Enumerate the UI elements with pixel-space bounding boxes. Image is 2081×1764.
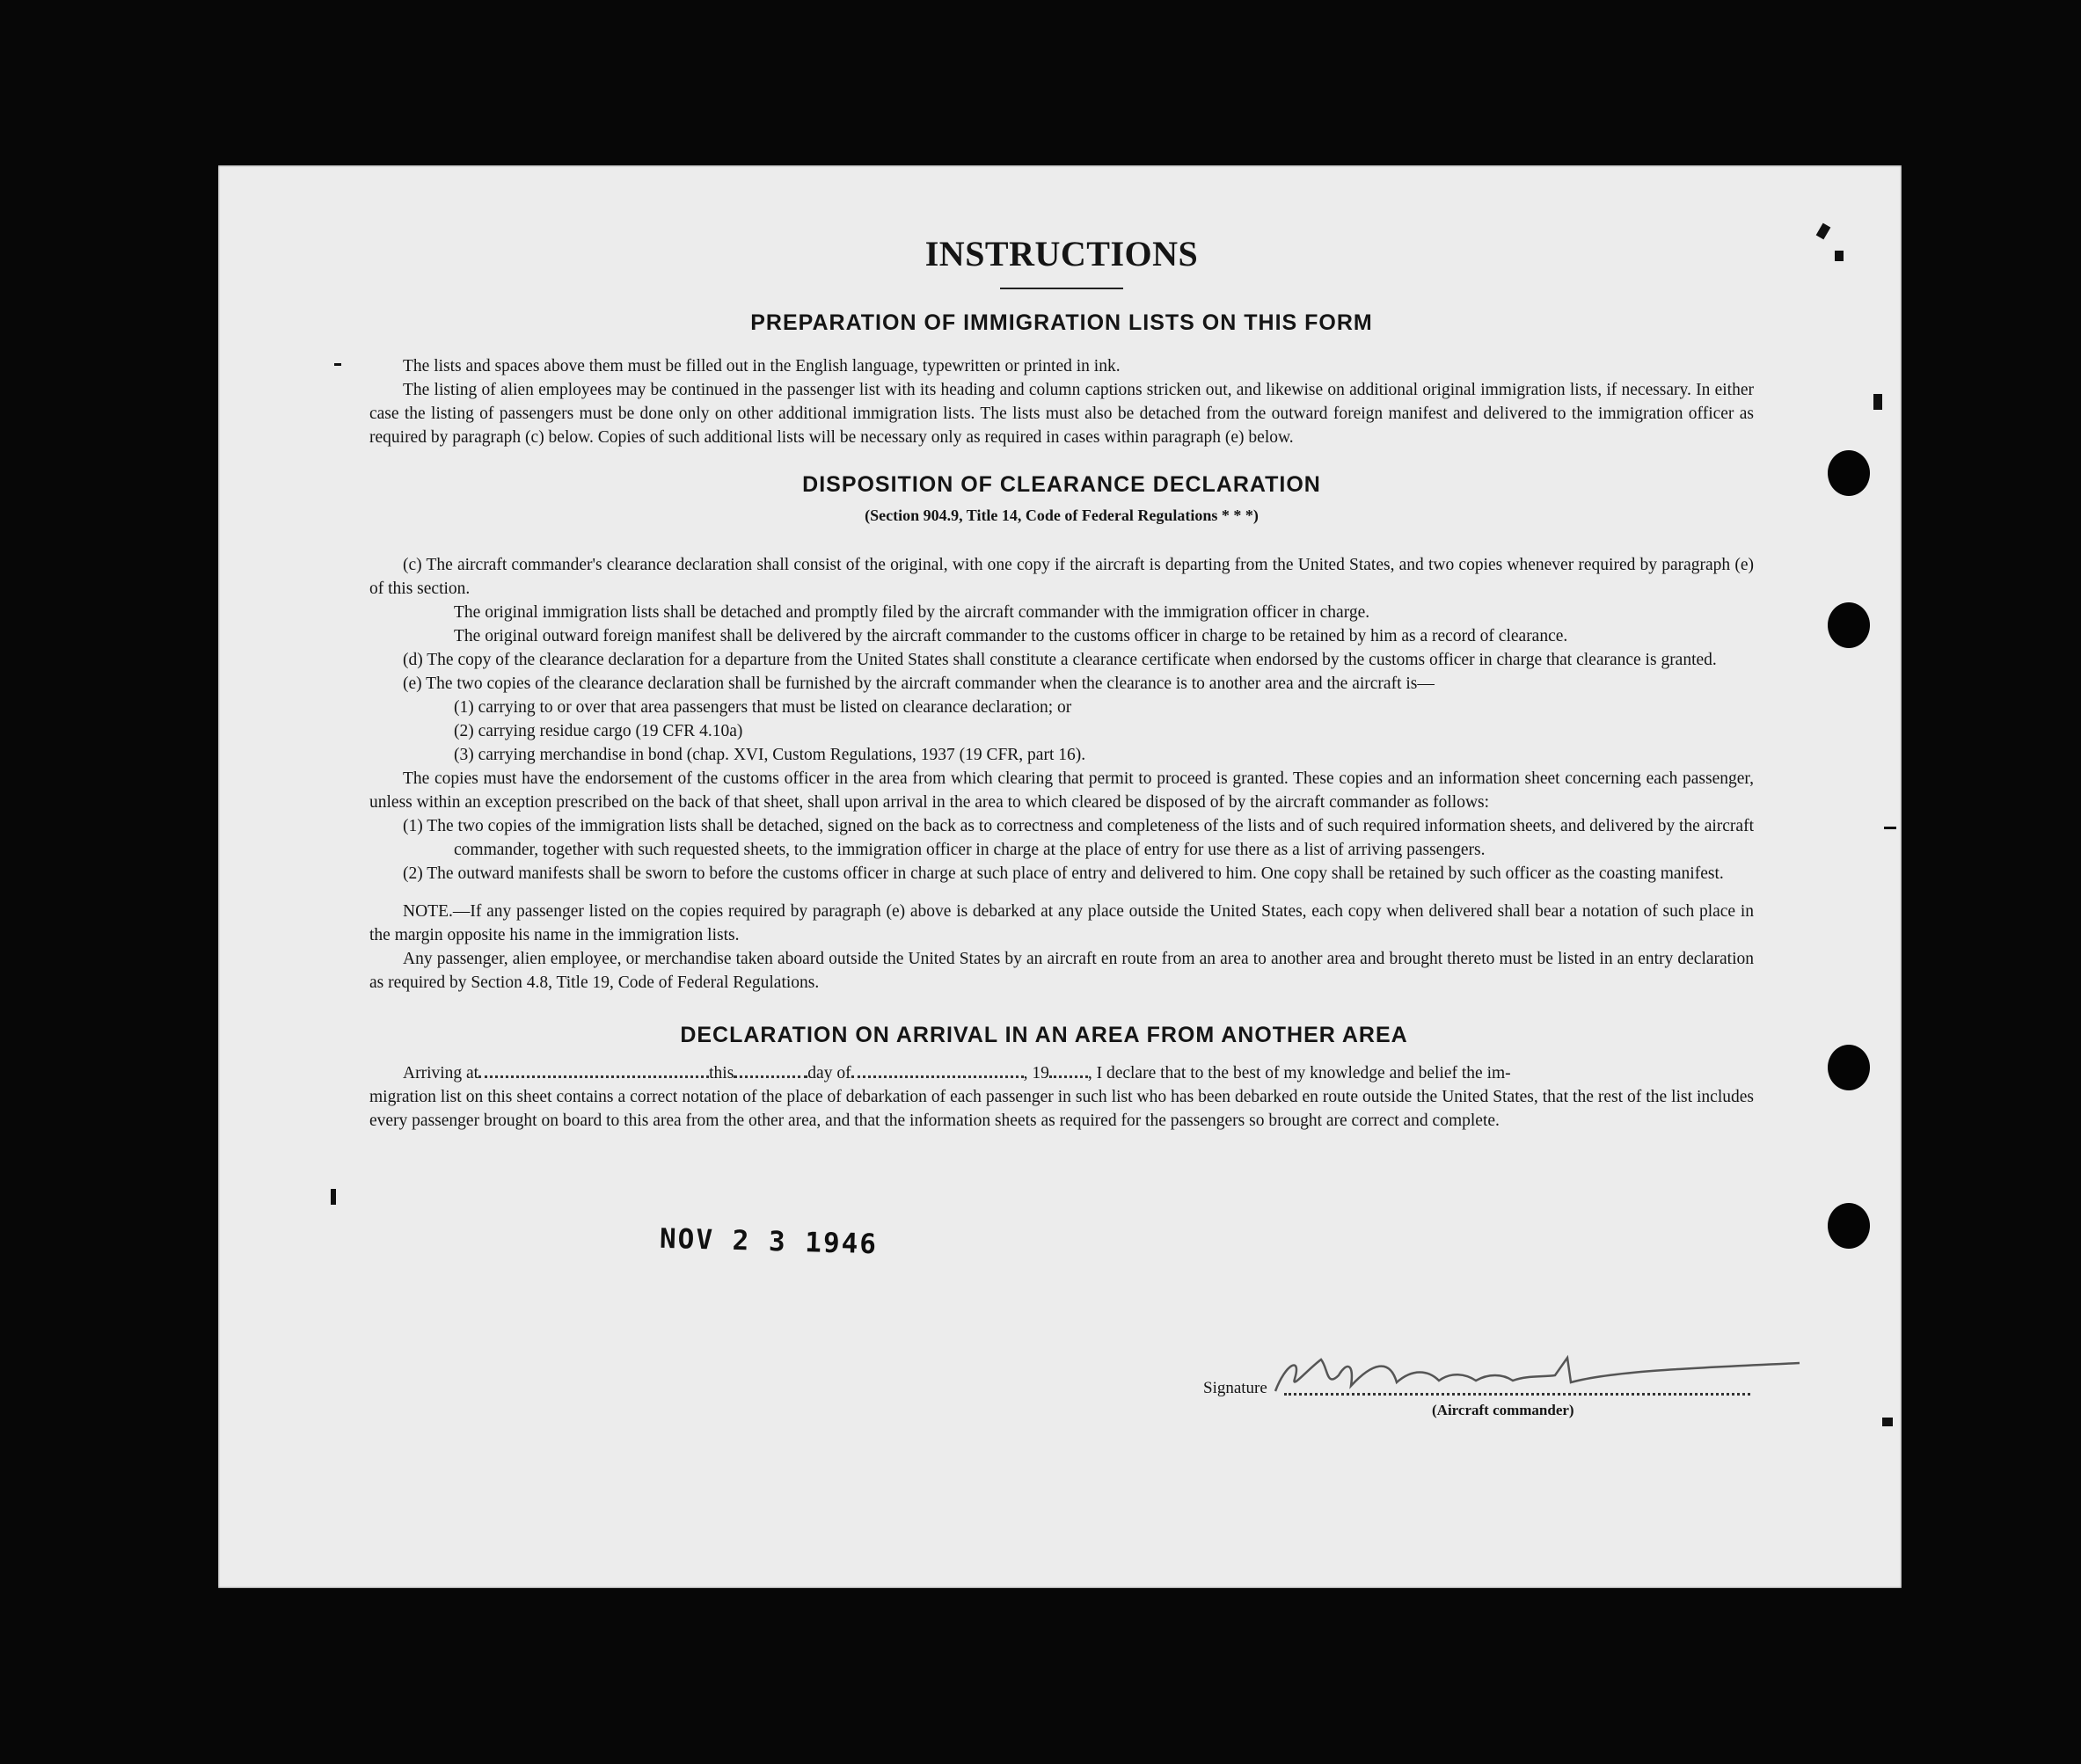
clearance-subheading: (Section 904.9, Title 14, Code of Federal Regulations * * *) (865, 507, 1259, 524)
clearance-disposal-2: (2) The outward manifests shall be sworn to before the customs officer in charge at such place of entry and delivered to him. One copy shall be retained by such officer as the coasting manifest. (403, 864, 1724, 883)
arrival-heading: DECLARATION ON ARRIVAL IN AN AREA FROM ANOTHER AREA (680, 1023, 1408, 1047)
punch-hole (1828, 1045, 1870, 1090)
scan-speck (1882, 1418, 1893, 1426)
instructions-content (369, 233, 1754, 1133)
clearance-e-3: (3) carrying merchandise in bond (chap. XVI, Custom Regulations, 1937 (19 CFR, part 16). (454, 746, 1086, 764)
year-field (1049, 1070, 1088, 1078)
clearance-any-passenger: Any passenger, alien employee, or merchandise taken aboard outside the United States by an aircraft en route from an area to another area and brought thereto must be listed in an entry declaration as required by Section 4.8, Title 19, Code of Federal Regulations. (369, 950, 1754, 992)
scan-speck (1835, 251, 1844, 261)
immigration-paragraph-2: The listing of alien employees may be continued in the passenger list with its heading and column captions stricken out, and likewise on additional original immigration lists, if necessary. In either case the listing of passengers must be done only on other additional immigration lists. The lists must also be detached from the outward foreign manifest and delivered to the immigration officer as required by paragraph (c) below. Copies of such additional lists will be necessary only as required in cases within paragraph (e) below. (369, 381, 1754, 447)
clearance-disposal-1: (1) The two copies of the immigration lists shall be detached, signed on the back as to correctness and completeness of the lists and of such required information sheets, and delivered by the aircraft commander, together with such requested sheets, to the immigration officer in charge at the place of entry for use there as a list of arriving passengers. (403, 817, 1754, 859)
signature-label: Signature (1203, 1379, 1267, 1397)
clearance-original-lists: The original immigration lists shall be detached and promptly filed by the aircraft commander with the immigration officer in charge. (454, 603, 1370, 622)
clearance-paragraph-d: (d) The copy of the clearance declaration for a departure from the United States shall constitute a clearance certificate when endorsed by the customs officer in charge that clearance is granted. (403, 651, 1717, 669)
clearance-copies-paragraph: The copies must have the endorsement of the customs officer in the area from which clearing that permit to proceed is granted. These copies and an information sheet concerning each passenger, unless within an exception prescribed on the back of that sheet, shall upon arrival in the area to which cleared be disposed of by the aircraft commander as follows: (369, 769, 1754, 812)
arrival-body: migration list on this sheet contains a correct notation of the place of debarkation of each passenger in such list who has been debarked en route outside the United States, that the rest of the list includes every passenger brought on board to this area from the other area, and that the information sheets as required for the passengers so brought are correct and complete. (369, 1088, 1754, 1130)
signature-caption: (Aircraft commander) (1432, 1402, 1574, 1418)
month-field (851, 1070, 1024, 1078)
arriving-at-field (478, 1070, 709, 1078)
day-field (734, 1070, 807, 1078)
page-title: INSTRUCTIONS (924, 234, 1199, 273)
scan-speck (1884, 827, 1896, 829)
clearance-paragraph-e: (e) The two copies of the clearance declaration shall be furnished by the aircraft commander when the clearance is to another area and the aircraft is— (403, 674, 1435, 693)
declare-text: I declare that to the best of my knowledge and belief the im- (1096, 1064, 1511, 1082)
scan-speck (1873, 394, 1882, 410)
arrival-first-line: Arriving at this day of , 19 , I declare that to the best of my knowledge and belief the im- (403, 1064, 1511, 1082)
title-divider (1000, 288, 1123, 289)
clearance-manifest: The original outward foreign manifest shall be delivered by the aircraft commander to the customs officer in charge to be retained by him as a record of clearance. (454, 627, 1568, 645)
this-label: this (709, 1064, 734, 1082)
punch-hole (1828, 602, 1870, 648)
day-of-label: day of (807, 1064, 851, 1082)
handwritten-signature (1240, 1337, 1803, 1407)
date-stamp: NOV 2 3 1946 (659, 1222, 879, 1261)
clearance-paragraph-c: (c) The aircraft commander's clearance declaration shall consist of the original, with one copy if the aircraft is departing from the United States, and two copies whenever required by paragraph (e) of this section. (369, 556, 1754, 598)
arriving-at-label: Arriving at (403, 1064, 479, 1082)
clearance-note: NOTE.—If any passenger listed on the copies required by paragraph (e) above is debarked at any place outside the United States, each copy when delivered shall bear a notation of such place in the margin opposite his name in the immigration lists. (369, 902, 1754, 944)
clearance-e-1: (1) carrying to or over that area passengers that must be listed on clearance declaration; or (454, 698, 1072, 717)
signature-stroke (1275, 1358, 1800, 1391)
immigration-heading: PREPARATION OF IMMIGRATION LISTS ON THIS FORM (750, 310, 1373, 335)
year-prefix: 19 (1032, 1064, 1049, 1082)
punch-hole (1828, 1203, 1870, 1249)
immigration-paragraph-1: The lists and spaces above them must be filled out in the English language, typewritten or printed in ink. (403, 357, 1121, 375)
punch-hole (1828, 450, 1870, 496)
scan-speck (334, 363, 341, 366)
clearance-heading: DISPOSITION OF CLEARANCE DECLARATION (802, 472, 1321, 497)
scan-speck (331, 1189, 336, 1205)
clearance-e-2: (2) carrying residue cargo (19 CFR 4.10a) (454, 722, 743, 740)
